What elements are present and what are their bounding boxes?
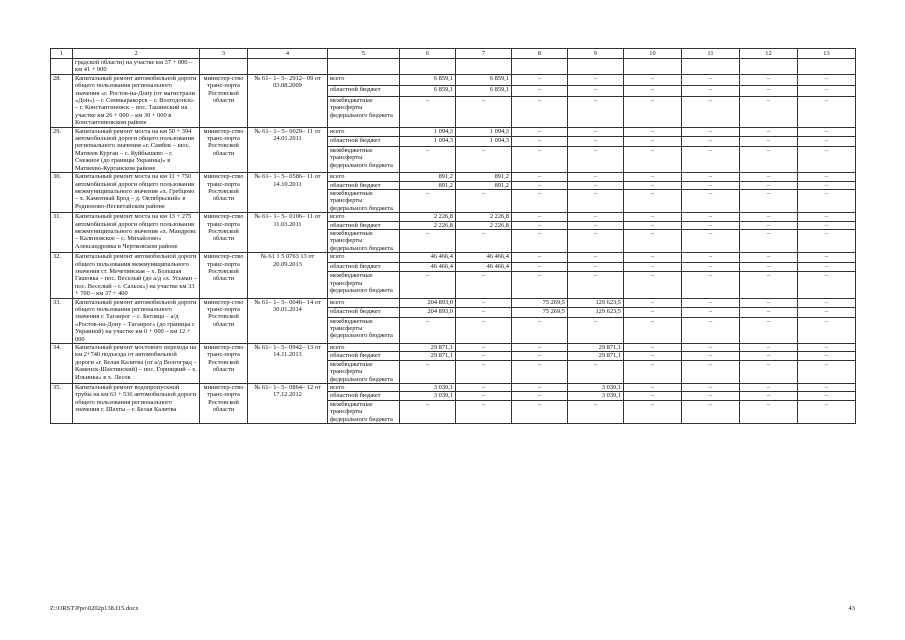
amount-cell: – [740, 317, 798, 343]
funding-source-label: всего [328, 298, 400, 308]
amount-cell: – [512, 360, 568, 383]
funding-source-label: областной бюджет [328, 181, 400, 189]
customer: министер-ство транс-порта Ростовской области [200, 213, 248, 253]
amount-cell: – [512, 137, 568, 147]
amount-cell: 29 871,1 [568, 344, 624, 352]
amount-cell: – [512, 97, 568, 128]
amount-cell: – [798, 253, 856, 263]
amount-cell: – [798, 181, 856, 189]
amount-cell: – [740, 352, 798, 360]
amount-cell: – [624, 137, 682, 147]
funding-source-label: межбюджетные трансферты федерального бюджета [328, 229, 400, 252]
amount-cell: 1 094,3 [456, 127, 512, 137]
table-row [51, 253, 856, 263]
amount-cell: – [568, 253, 624, 263]
amount-cell: – [740, 85, 798, 96]
amount-cell: – [740, 181, 798, 189]
amount-cell: 6 859,1 [400, 74, 456, 85]
customer: министер-ство транс-порта Ростовской области [200, 344, 248, 384]
amount-cell: – [512, 352, 568, 360]
table-row [51, 127, 856, 137]
amount-cell: 204 893,0 [400, 298, 456, 308]
amount-cell: 29 871,1 [400, 352, 456, 360]
funding-source-label: межбюджетные трансферты федерального бюджета [328, 272, 400, 298]
amount-cell: – [624, 221, 682, 229]
amount-cell: – [740, 272, 798, 298]
funding-source-label: межбюджетные трансферты федерального бюджета [328, 97, 400, 128]
amount-cell: 75 269,5 [512, 298, 568, 308]
object-name: Капитальный ремонт автомобильной дороги общего пользования регионального значения «г. Ростов-на-Дону (от магистрали «Дон») – г. Семикаракорск – г. Волгодонск» – г. Константиновск – пос. Ташинский на участке км 26 + 000 – км 30 + 000 в Константиновском районе [73, 74, 200, 127]
amount-cell: – [798, 97, 856, 128]
cell-empty [51, 59, 73, 75]
amount-cell: – [624, 229, 682, 252]
amount-cell: – [624, 146, 682, 172]
expertise-document: № 61– 1– 5– 0942– 13 от 14.11.2013 [248, 344, 328, 384]
amount-cell: – [624, 308, 682, 318]
amount-cell: – [682, 181, 740, 189]
amount-cell: – [568, 97, 624, 128]
object-name: Капитальный ремонт моста на км 11 + 750 автомобильной дороги общего пользования межмуниципального значения «х. Гребцово – х. Каменный Брод – д. Октябрьский» в Родионово-Несветайском районе [73, 173, 200, 213]
object-name: Капитальный ремонт моста на км 50 + 394 автомобильной дороги общего пользования регионального значения «г. Самбек – шос. Матвеев Курган – с. Куйбышево – г. Снежное (до границы Украины)» в Матвеево-Курганском районе [73, 127, 200, 172]
amount-cell: – [568, 317, 624, 343]
amount-cell: – [682, 253, 740, 263]
header-row [51, 49, 856, 59]
amount-cell: – [624, 74, 682, 85]
amount-cell: – [624, 384, 682, 392]
row-number: 34. [51, 344, 73, 384]
amount-cell: – [624, 253, 682, 263]
amount-cell: – [740, 189, 798, 212]
column-number: 2 [73, 49, 200, 59]
data-table [50, 48, 856, 424]
amount-cell: – [740, 221, 798, 229]
amount-cell: – [740, 213, 798, 221]
amount-cell: – [624, 360, 682, 383]
column-number: 10 [624, 49, 682, 59]
amount-cell: – [624, 262, 682, 272]
funding-source-label: областной бюджет [328, 392, 400, 400]
amount-cell: 1 094,3 [400, 137, 456, 147]
amount-cell: – [568, 137, 624, 147]
amount-cell: – [400, 189, 456, 212]
customer: министер-ство транс-порта Ростовской области [200, 173, 248, 213]
amount-cell: – [798, 317, 856, 343]
amount-cell: – [456, 308, 512, 318]
amount-cell: – [740, 229, 798, 252]
amount-cell: – [740, 74, 798, 85]
column-number: 7 [456, 49, 512, 59]
amount-cell: – [798, 262, 856, 272]
amount-cell: – [512, 74, 568, 85]
funding-source-label: межбюджетные трансферты федерального бюджета [328, 400, 400, 423]
object-name: Капитальный ремонт мостового перехода на км 2+740 подъезда от автомобильной дороги «г. Белая Калитва (от а/д Волгоград – Каменск-Шахтинский) – пос. Горняцкий – х. Ильинка» в х. Лесок [73, 344, 200, 384]
amount-cell: – [682, 344, 740, 352]
column-number: 1 [51, 49, 73, 59]
expertise-document: № 61– 1– 5– 2912– 09 от 03.08.2009 [248, 74, 328, 127]
amount-cell: – [682, 74, 740, 85]
amount-cell: – [512, 146, 568, 172]
amount-cell: – [568, 272, 624, 298]
table-row [51, 74, 856, 85]
amount-cell: – [682, 298, 740, 308]
amount-cell: 129 623,5 [568, 308, 624, 318]
continuation-text: градской области) на участке км 37 + 000 – км 41 + 000 [73, 59, 200, 75]
cell-empty [798, 59, 856, 75]
amount-cell: – [624, 213, 682, 221]
amount-cell: – [740, 344, 798, 352]
funding-source-label: всего [328, 384, 400, 392]
amount-cell: – [740, 298, 798, 308]
cell-empty [200, 59, 248, 75]
row-number: 30. [51, 173, 73, 213]
amount-cell: – [512, 181, 568, 189]
amount-cell: – [400, 400, 456, 423]
amount-cell: – [682, 146, 740, 172]
amount-cell: – [798, 85, 856, 96]
amount-cell: – [624, 344, 682, 352]
amount-cell: – [512, 384, 568, 392]
footer-file-path: Z:\ORST\Ppo\0202p138.f15.docx [50, 605, 139, 612]
column-number: 9 [568, 49, 624, 59]
amount-cell: – [512, 221, 568, 229]
cell-empty [456, 59, 512, 75]
amount-cell: 46 466,4 [456, 253, 512, 263]
customer: министер-ство транс-порта Ростовской области [200, 127, 248, 172]
amount-cell: – [740, 127, 798, 137]
amount-cell: – [740, 308, 798, 318]
amount-cell: – [798, 127, 856, 137]
row-number: 28. [51, 74, 73, 127]
amount-cell: 3 039,1 [568, 384, 624, 392]
funding-source-label: областной бюджет [328, 85, 400, 96]
amount-cell: – [682, 189, 740, 212]
amount-cell: – [456, 344, 512, 352]
amount-cell: – [740, 137, 798, 147]
column-number: 13 [798, 49, 856, 59]
expertise-document: № 61– 1– 5– 0029– 11 от 24.01.2011 [248, 127, 328, 172]
amount-cell: – [624, 173, 682, 181]
table-row [51, 344, 856, 352]
amount-cell: 891,2 [456, 181, 512, 189]
table-row [51, 173, 856, 181]
amount-cell: – [740, 360, 798, 383]
amount-cell: 46 466,4 [400, 262, 456, 272]
row-number: 29. [51, 127, 73, 172]
amount-cell: – [568, 85, 624, 96]
funding-source-label: межбюджетные трансферты федерального бюджета [328, 317, 400, 343]
column-number: 4 [248, 49, 328, 59]
amount-cell: 2 226,8 [400, 213, 456, 221]
column-number: 8 [512, 49, 568, 59]
funding-source-label: всего [328, 344, 400, 352]
amount-cell: – [682, 173, 740, 181]
cell-empty [248, 59, 328, 75]
amount-cell: – [682, 392, 740, 400]
expertise-document: № 61– 1– 5– 0046– 14 от 30.01.2014 [248, 298, 328, 343]
column-number: 3 [200, 49, 248, 59]
amount-cell: – [568, 400, 624, 423]
amount-cell: – [568, 360, 624, 383]
amount-cell: 2 226,8 [400, 221, 456, 229]
column-number: 11 [682, 49, 740, 59]
object-name: Капитальный ремонт автомобильной дороги общего пользования межмуниципального значения ст. Мечетинская – х. Большая Гашовка – пос. Веселый (до а/д «х. Усьман – пос. Веселый – г. Сальск») на участке км 33 + 700 – км 37 + 400 [73, 253, 200, 298]
amount-cell: – [568, 213, 624, 221]
row-number: 35. [51, 384, 73, 424]
amount-cell: – [568, 146, 624, 172]
amount-cell: – [512, 85, 568, 96]
amount-cell: – [682, 262, 740, 272]
funding-source-label: всего [328, 253, 400, 263]
amount-cell: – [798, 392, 856, 400]
amount-cell: – [740, 392, 798, 400]
amount-cell: – [682, 308, 740, 318]
amount-cell: – [682, 272, 740, 298]
page-number: 43 [848, 605, 855, 612]
amount-cell: 3 039,1 [400, 392, 456, 400]
amount-cell: – [400, 97, 456, 128]
amount-cell: – [682, 360, 740, 383]
amount-cell: – [512, 189, 568, 212]
amount-cell: – [512, 392, 568, 400]
funding-source-label: всего [328, 127, 400, 137]
cell-empty [328, 59, 400, 75]
amount-cell: – [624, 317, 682, 343]
row-number: 33. [51, 298, 73, 343]
amount-cell: – [512, 344, 568, 352]
table-row [51, 384, 856, 392]
amount-cell: – [798, 344, 856, 352]
amount-cell: – [682, 213, 740, 221]
amount-cell: – [798, 308, 856, 318]
table-row [51, 213, 856, 221]
funding-source-label: областной бюджет [328, 308, 400, 318]
continuation-row [51, 59, 856, 75]
expertise-document: № 61– 1– 5– 0864– 12 от 17.12.2012 [248, 384, 328, 424]
amount-cell: – [798, 298, 856, 308]
amount-cell: – [624, 85, 682, 96]
amount-cell: – [456, 272, 512, 298]
amount-cell: – [456, 392, 512, 400]
amount-cell: – [624, 181, 682, 189]
amount-cell: 204 893,0 [400, 308, 456, 318]
amount-cell: – [798, 272, 856, 298]
customer: министер-ство транс-порта Ростовской области [200, 384, 248, 424]
funding-source-label: всего [328, 74, 400, 85]
expertise-document: № 61– 1– 5– 0586– 11 от 14.10.2011 [248, 173, 328, 213]
amount-cell: – [512, 400, 568, 423]
amount-cell: – [798, 74, 856, 85]
amount-cell: – [798, 189, 856, 212]
amount-cell: – [682, 137, 740, 147]
amount-cell: – [512, 272, 568, 298]
amount-cell: – [798, 213, 856, 221]
amount-cell: 29 871,1 [400, 344, 456, 352]
amount-cell: 2 226,8 [456, 213, 512, 221]
customer: министер-ство транс-порта Ростовской области [200, 74, 248, 127]
object-name: Капитальный ремонт моста на км 13 + 275 автомобильной дороги общего пользования межмуниципального значения «х. Мандровс – Калиновское – с. Михайлово» Александровка в Чертковском районе [73, 213, 200, 253]
amount-cell: – [512, 173, 568, 181]
amount-cell: 6 859,1 [456, 74, 512, 85]
amount-cell: – [624, 392, 682, 400]
amount-cell: – [568, 127, 624, 137]
amount-cell: – [682, 85, 740, 96]
amount-cell: – [624, 352, 682, 360]
cell-empty [682, 59, 740, 75]
funding-source-label: всего [328, 173, 400, 181]
amount-cell: – [624, 127, 682, 137]
amount-cell: – [682, 384, 740, 392]
amount-cell: – [512, 253, 568, 263]
amount-cell: – [400, 317, 456, 343]
amount-cell: 129 623,5 [568, 298, 624, 308]
amount-cell: – [624, 97, 682, 128]
amount-cell: – [682, 221, 740, 229]
amount-cell: – [740, 400, 798, 423]
amount-cell: – [682, 127, 740, 137]
amount-cell: 2 226,8 [456, 221, 512, 229]
amount-cell: – [568, 74, 624, 85]
amount-cell: – [568, 181, 624, 189]
expertise-document: № 61 1 5 0763 13 от 20.09.2013 [248, 253, 328, 298]
amount-cell: – [400, 360, 456, 383]
funding-source-label: всего [328, 213, 400, 221]
amount-cell: – [568, 221, 624, 229]
amount-cell: – [740, 384, 798, 392]
amount-cell: 891,2 [400, 173, 456, 181]
amount-cell: 3 039,1 [568, 392, 624, 400]
row-number: 32. [51, 253, 73, 298]
object-name: Капитальный ремонт автомобильной дороги общего пользования регионального значения г. Таганрог – с. Бегляца – а/д «Ростов-на-Дону – Таганрог» (до границы с Украиной) на участке км 0 + 000 – км 12 + 000 [73, 298, 200, 343]
amount-cell: – [798, 137, 856, 147]
amount-cell: – [798, 400, 856, 423]
amount-cell: – [456, 97, 512, 128]
cell-empty [512, 59, 568, 75]
amount-cell: – [740, 146, 798, 172]
cell-empty [740, 59, 798, 75]
amount-cell: – [456, 317, 512, 343]
funding-source-label: областной бюджет [328, 137, 400, 147]
funding-source-label: межбюджетные трансферты федерального бюджета [328, 360, 400, 383]
amount-cell: – [456, 229, 512, 252]
amount-cell: 891,2 [400, 181, 456, 189]
funding-source-label: межбюджетные трансферты федерального бюджета [328, 189, 400, 212]
amount-cell: – [740, 253, 798, 263]
amount-cell: – [624, 189, 682, 212]
cell-empty [624, 59, 682, 75]
amount-cell: – [456, 298, 512, 308]
amount-cell: – [512, 127, 568, 137]
amount-cell: – [456, 384, 512, 392]
amount-cell: – [682, 97, 740, 128]
amount-cell: 6 859,1 [400, 85, 456, 96]
expertise-document: № 61– 1– 5– 0106– 11 от 11.03.2011 [248, 213, 328, 253]
amount-cell: – [740, 262, 798, 272]
amount-cell: 75 269,5 [512, 308, 568, 318]
amount-cell: – [798, 360, 856, 383]
amount-cell: – [740, 173, 798, 181]
amount-cell: 46 466,4 [400, 253, 456, 263]
amount-cell: – [456, 400, 512, 423]
funding-source-label: областной бюджет [328, 262, 400, 272]
amount-cell: – [400, 272, 456, 298]
amount-cell: 3 039,1 [400, 384, 456, 392]
amount-cell: – [740, 97, 798, 128]
customer: министер-ство транс-порта Ростовской области [200, 253, 248, 298]
amount-cell: – [568, 229, 624, 252]
amount-cell: – [456, 146, 512, 172]
amount-cell: – [568, 189, 624, 212]
amount-cell: – [400, 229, 456, 252]
amount-cell: – [568, 173, 624, 181]
amount-cell: 1 094,3 [456, 137, 512, 147]
amount-cell: – [568, 262, 624, 272]
amount-cell: – [512, 317, 568, 343]
funding-source-label: межбюджетные трансферты федерального бюджета [328, 146, 400, 172]
object-name: Капитальный ремонт водопропускной трубы на км 63 + 536 автомобильной дороги общего пользования регионального значения г. Шахты – г. Белая Калитва [73, 384, 200, 424]
table-row [51, 298, 856, 308]
amount-cell: – [624, 272, 682, 298]
amount-cell: 1 094,3 [400, 127, 456, 137]
customer: министер-ство транс-порта Ростовской области [200, 298, 248, 343]
amount-cell: – [798, 173, 856, 181]
amount-cell: – [798, 146, 856, 172]
amount-cell: – [456, 352, 512, 360]
amount-cell: – [798, 221, 856, 229]
amount-cell: 46 466,4 [456, 262, 512, 272]
amount-cell: – [624, 400, 682, 423]
amount-cell: – [682, 317, 740, 343]
amount-cell: – [798, 384, 856, 392]
column-number: 5 [328, 49, 400, 59]
amount-cell: – [682, 400, 740, 423]
amount-cell: 6 859,1 [456, 85, 512, 96]
amount-cell: – [456, 189, 512, 212]
amount-cell: – [512, 213, 568, 221]
amount-cell: – [456, 360, 512, 383]
amount-cell: – [512, 262, 568, 272]
column-number: 6 [400, 49, 456, 59]
funding-source-label: областной бюджет [328, 352, 400, 360]
cell-empty [568, 59, 624, 75]
funding-source-label: областной бюджет [328, 221, 400, 229]
amount-cell: 29 871,1 [568, 352, 624, 360]
amount-cell: – [624, 298, 682, 308]
amount-cell: 891,2 [456, 173, 512, 181]
amount-cell: – [512, 229, 568, 252]
amount-cell: – [682, 229, 740, 252]
column-number: 12 [740, 49, 798, 59]
cell-empty [400, 59, 456, 75]
amount-cell: – [682, 352, 740, 360]
row-number: 31. [51, 213, 73, 253]
amount-cell: – [400, 146, 456, 172]
document-page [50, 48, 855, 424]
amount-cell: – [798, 229, 856, 252]
amount-cell: – [798, 352, 856, 360]
